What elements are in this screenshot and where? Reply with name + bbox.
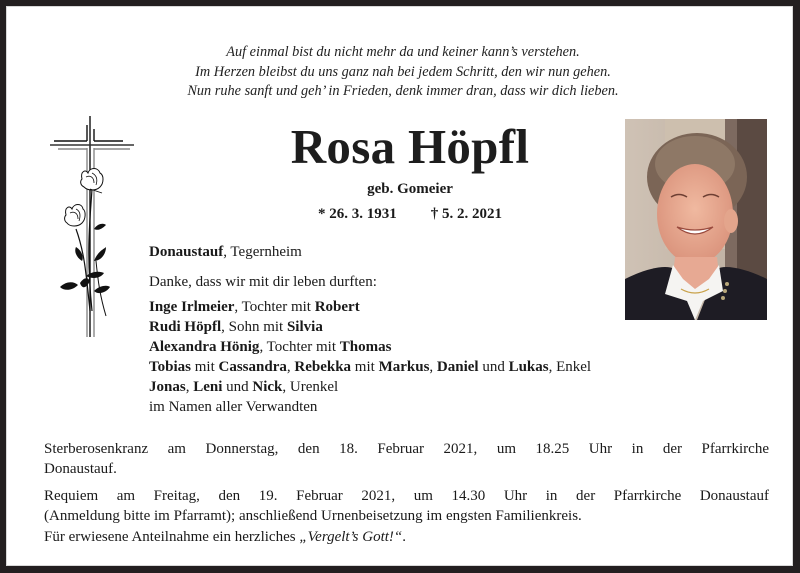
family-member-name: Thomas — [339, 339, 392, 355]
family-relation-text: , Sohn mit — [221, 319, 287, 335]
family-member-name: Markus — [378, 359, 430, 375]
family-line — [149, 317, 591, 337]
family-member-name: Alexandra Hönig — [149, 339, 260, 355]
family-relation-text: , Enkel — [548, 359, 592, 375]
maiden-name: geb. Gomeier — [367, 181, 453, 197]
gratitude-line: Für erwiesene Anteilnahme ein herzliches „Vergelt’s Gott!“. — [44, 529, 407, 545]
birth-date: * 26. 3. 1931 — [318, 206, 397, 222]
location: Donaustauf, Tegernheim — [149, 244, 302, 260]
family-relation-text: mit — [190, 359, 219, 375]
rosary-line-2: Donaustauf. — [44, 461, 117, 477]
requiem-line-1: Requiem am Freitag, den 19. Februar 2021, um 14.30 Uhr in der Pfarrkirche Donaustauf — [44, 488, 769, 504]
family-relation-text: und — [478, 359, 509, 375]
life-dates — [270, 204, 550, 224]
family-list — [149, 297, 591, 417]
family-relation-text: , Tochter mit — [234, 299, 315, 315]
family-relation-text: mit — [351, 359, 379, 375]
rosary-line-1: Sterberosenkranz am Donnerstag, den 18. Februar 2021, um 18.25 Uhr in der Pfarrkirche — [44, 441, 769, 457]
gratitude-quote: „Vergelt’s Gott!“ — [299, 529, 403, 545]
requiem-line-2: (Anmeldung bitte im Pfarramt); anschließend Urnenbeisetzung im engsten Familienkreis. — [44, 508, 582, 524]
poem-line-3: Nun ruhe sanft und geh’ in Frieden, denk immer dran, dass wir dich lieben. — [187, 83, 619, 99]
family-member-name: Rebekka — [294, 359, 352, 375]
family-line — [149, 297, 591, 317]
family-relation-text: und — [222, 379, 253, 395]
location-secondary: Tegernheim — [230, 244, 302, 260]
family-line — [149, 337, 591, 357]
obituary-notice — [6, 6, 793, 566]
death-date: † 5. 2. 2021 — [430, 206, 502, 222]
family-member-name: Cassandra — [218, 359, 287, 375]
family-member-name: Silvia — [286, 319, 323, 335]
family-member-name: Inge Irlmeier — [149, 299, 235, 315]
family-line — [149, 357, 591, 377]
family-member-name: Lukas — [508, 359, 549, 375]
family-relation-text: , Urenkel — [282, 379, 339, 395]
family-line — [149, 397, 591, 417]
family-relation-text: , — [286, 359, 295, 375]
family-member-name: Rudi Höpfl — [149, 319, 222, 335]
poem-line-2: Im Herzen bleibst du uns ganz nah bei jedem Schritt, den wir nun gehen. — [195, 63, 611, 80]
deceased-name: Rosa Höpfl — [290, 119, 530, 174]
requiem-announcement — [44, 486, 769, 526]
family-member-name: Jonas — [149, 379, 186, 395]
family-relation-text: im Namen aller Verwandten — [149, 399, 318, 415]
family-relation-text: , — [429, 359, 437, 375]
family-relation-text: , Tochter mit — [259, 339, 340, 355]
location-primary: Donaustauf — [149, 244, 224, 260]
family-member-name: Daniel — [436, 359, 479, 375]
family-member-name: Robert — [314, 299, 360, 315]
poem — [6, 43, 800, 102]
thanks-line: Danke, dass wir mit dir leben durften: — [149, 274, 377, 290]
family-member-name: Nick — [252, 379, 283, 395]
family-member-name: Tobias — [149, 359, 191, 375]
portrait-photo — [625, 119, 767, 320]
family-member-name: Leni — [193, 379, 223, 395]
family-relation-text: , — [185, 379, 194, 395]
poem-line-1: Auf einmal bist du nicht mehr da und keiner kann’s verstehen. — [226, 44, 580, 60]
cross-with-roses-icon — [46, 111, 141, 346]
family-line — [149, 377, 591, 397]
rosary-announcement — [44, 439, 769, 479]
